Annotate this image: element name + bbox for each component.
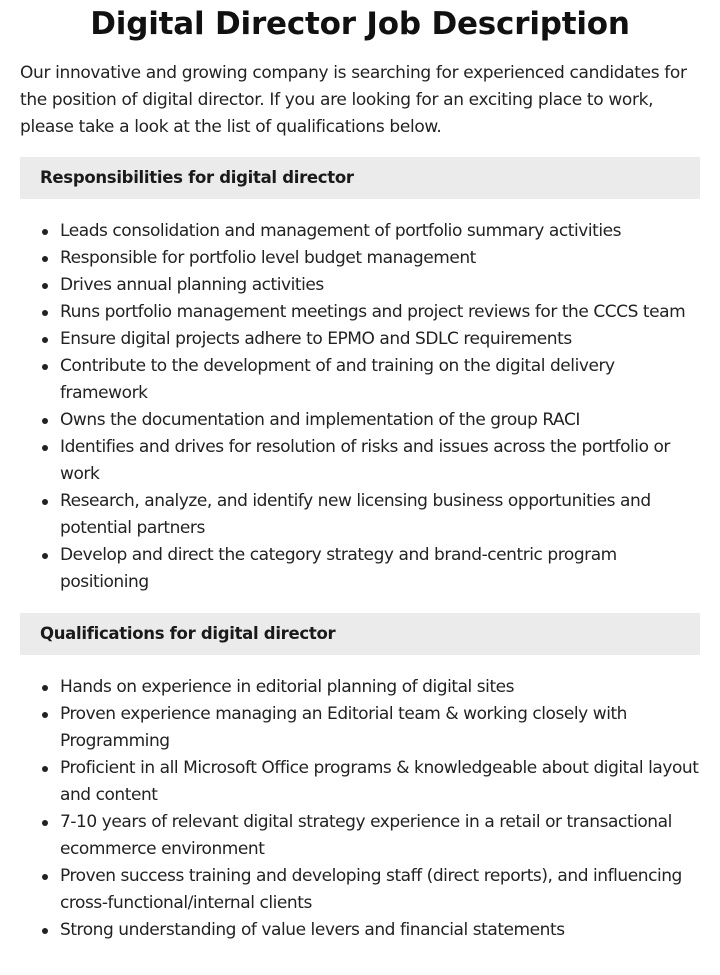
list-item: Drives annual planning activities bbox=[20, 272, 700, 299]
list-item: Proficient in all Microsoft Office programs & knowledgeable about digital layout and content bbox=[20, 755, 700, 809]
list-item: Proven experience managing an Editorial team & working closely with Programming bbox=[20, 701, 700, 755]
intro-paragraph: Our innovative and growing company is searching for experienced candidates for the position of digital director. If you are looking for an exciting place to work, please take a look at the list of qualifications below. bbox=[20, 63, 687, 137]
responsibilities-list bbox=[20, 218, 700, 596]
responsibilities-heading: Responsibilities for digital director bbox=[20, 157, 700, 199]
list-item: Ensure digital projects adhere to EPMO and SDLC requirements bbox=[20, 326, 700, 353]
list-item: Owns the documentation and implementation of the group RACI bbox=[20, 407, 700, 434]
list-item: Leads consolidation and management of portfolio summary activities bbox=[20, 218, 700, 245]
list-item: Research, analyze, and identify new licensing business opportunities and potential partners bbox=[20, 488, 700, 542]
list-item: Identifies and drives for resolution of risks and issues across the portfolio or work bbox=[20, 434, 700, 488]
list-item: Strong understanding of value levers and financial statements bbox=[20, 917, 700, 944]
list-item: Responsible for portfolio level budget management bbox=[20, 245, 700, 272]
qualifications-list bbox=[20, 674, 700, 944]
list-item: 7-10 years of relevant digital strategy experience in a retail or transactional ecommerce environment bbox=[20, 809, 700, 863]
list-item: Proven success training and developing staff (direct reports), and influencing cross-functional/internal clients bbox=[20, 863, 700, 917]
list-item: Hands on experience in editorial planning of digital sites bbox=[20, 674, 700, 701]
list-item: Runs portfolio management meetings and project reviews for the CCCS team bbox=[20, 299, 700, 326]
qualifications-heading: Qualifications for digital director bbox=[20, 613, 700, 655]
page-title: Digital Director Job Description bbox=[90, 6, 630, 42]
list-item: Develop and direct the category strategy and brand-centric program positioning bbox=[20, 542, 700, 596]
list-item: Contribute to the development of and training on the digital delivery framework bbox=[20, 353, 700, 407]
